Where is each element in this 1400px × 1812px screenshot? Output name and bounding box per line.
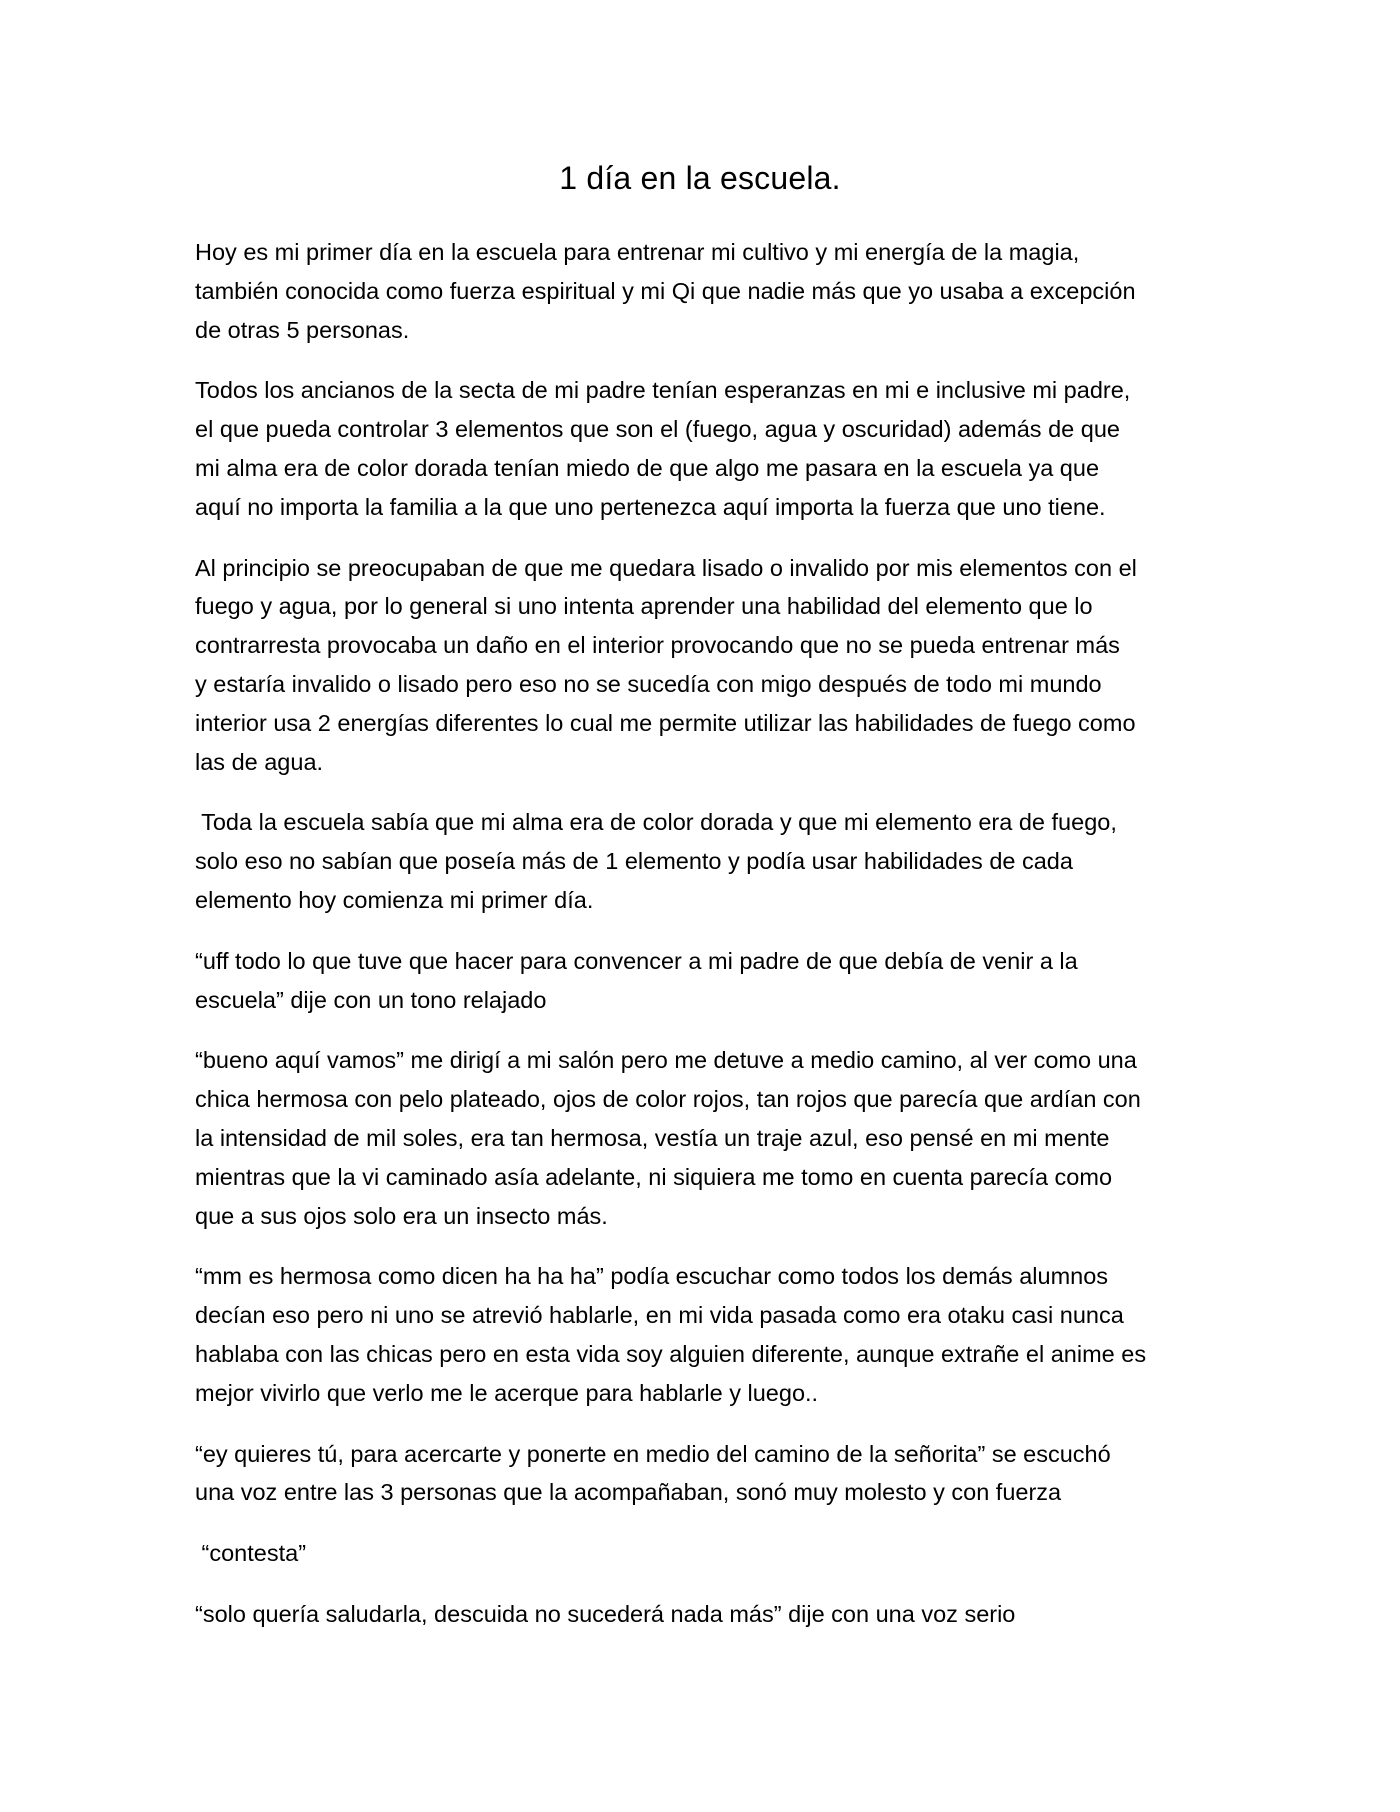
text-line: fuego y agua, por lo general si uno intenta aprender una habilidad del elemento que lo bbox=[195, 593, 1093, 620]
text-line: el que pueda controlar 3 elementos que son el (fuego, agua y oscuridad) además de que bbox=[195, 416, 1120, 443]
paragraph-5 bbox=[195, 942, 1225, 1020]
text-line: Al principio se preocupaban de que me quedara lisado o invalido por mis elementos con el bbox=[195, 554, 1137, 581]
text-line: las de agua. bbox=[195, 748, 324, 775]
paragraph-4 bbox=[195, 803, 1225, 919]
document-title: 1 día en la escuela. bbox=[559, 160, 841, 196]
text-line: interior usa 2 energías diferentes lo cual me permite utilizar las habilidades de fuego como bbox=[195, 709, 1136, 736]
paragraph-2 bbox=[195, 371, 1225, 526]
text-line: chica hermosa con pelo plateado, ojos de color rojos, tan rojos que parecía que ardían con bbox=[195, 1086, 1141, 1113]
text-line: mi alma era de color dorada tenían miedo de que algo me pasara en la escuela ya que bbox=[195, 454, 1100, 481]
text-line: la intensidad de mil soles, era tan hermosa, vestía un traje azul, eso pensé en mi mente bbox=[195, 1124, 1110, 1151]
text-line: “mm es hermosa como dicen ha ha ha” podía escuchar como todos los demás alumnos bbox=[195, 1263, 1109, 1290]
text-line: decían eso pero ni uno se atrevió hablarle, en mi vida pasada como era otaku casi nunca bbox=[195, 1302, 1124, 1329]
text-line: contrarresta provocaba un daño en el interior provocando que no se pueda entrenar más bbox=[195, 632, 1120, 659]
text-line: aquí no importa la familia a la que uno pertenezca aquí importa la fuerza que uno tiene. bbox=[195, 493, 1106, 520]
text-line: mejor vivirlo que verlo me le acerque para hablarle y luego.. bbox=[195, 1379, 819, 1406]
text-line: “uff todo lo que tuve que hacer para convencer a mi padre de que debía de venir a la bbox=[195, 947, 1078, 974]
text-line: elemento hoy comienza mi primer día. bbox=[195, 886, 594, 913]
text-line: también conocida como fuerza espiritual y mi Qi que nadie más que yo usaba a excepción bbox=[195, 277, 1136, 304]
text-line: “contesta” bbox=[195, 1540, 307, 1567]
text-line: Hoy es mi primer día en la escuela para entrenar mi cultivo y mi energía de la magia, bbox=[195, 239, 1080, 265]
text-line: que a sus ojos solo era un insecto más. bbox=[195, 1202, 608, 1229]
paragraph-10 bbox=[195, 1595, 1225, 1634]
document-body bbox=[195, 233, 1225, 1656]
text-line: “ey quieres tú, para acercarte y ponerte en medio del camino de la señorita” se escuchó bbox=[195, 1440, 1111, 1467]
text-line: solo eso no sabían que poseía más de 1 elemento y podía usar habilidades de cada bbox=[195, 848, 1073, 875]
text-line: mientras que la vi caminado asía adelante, ni siquiera me tomo en cuenta parecía como bbox=[195, 1163, 1113, 1190]
paragraph-9 bbox=[195, 1534, 1225, 1573]
text-line: “bueno aquí vamos” me dirigí a mi salón pero me detuve a medio camino, al ver como una bbox=[195, 1047, 1137, 1074]
text-line: y estaría invalido o lisado pero eso no se sucedía con migo después de todo mi mundo bbox=[195, 670, 1102, 697]
text-line: una voz entre las 3 personas que la acompañaban, sonó muy molesto y con fuerza bbox=[195, 1479, 1062, 1506]
text-line: de otras 5 personas. bbox=[195, 316, 410, 343]
paragraph-1 bbox=[195, 233, 1225, 349]
paragraph-6 bbox=[195, 1041, 1225, 1235]
paragraph-8 bbox=[195, 1435, 1225, 1513]
text-line: escuela” dije con un tono relajado bbox=[195, 986, 547, 1013]
text-line: Toda la escuela sabía que mi alma era de color dorada y que mi elemento era de fuego, bbox=[195, 809, 1117, 836]
text-line: hablaba con las chicas pero en esta vida soy alguien diferente, aunque extrañe el anime es bbox=[195, 1340, 1147, 1367]
text-line: “solo quería saludarla, descuida no sucederá nada más” dije con una voz serio bbox=[195, 1600, 1016, 1627]
paragraph-7 bbox=[195, 1257, 1225, 1412]
paragraph-3 bbox=[195, 549, 1225, 782]
text-line: Todos los ancianos de la secta de mi padre tenían esperanzas en mi e inclusive mi padre, bbox=[195, 377, 1131, 404]
